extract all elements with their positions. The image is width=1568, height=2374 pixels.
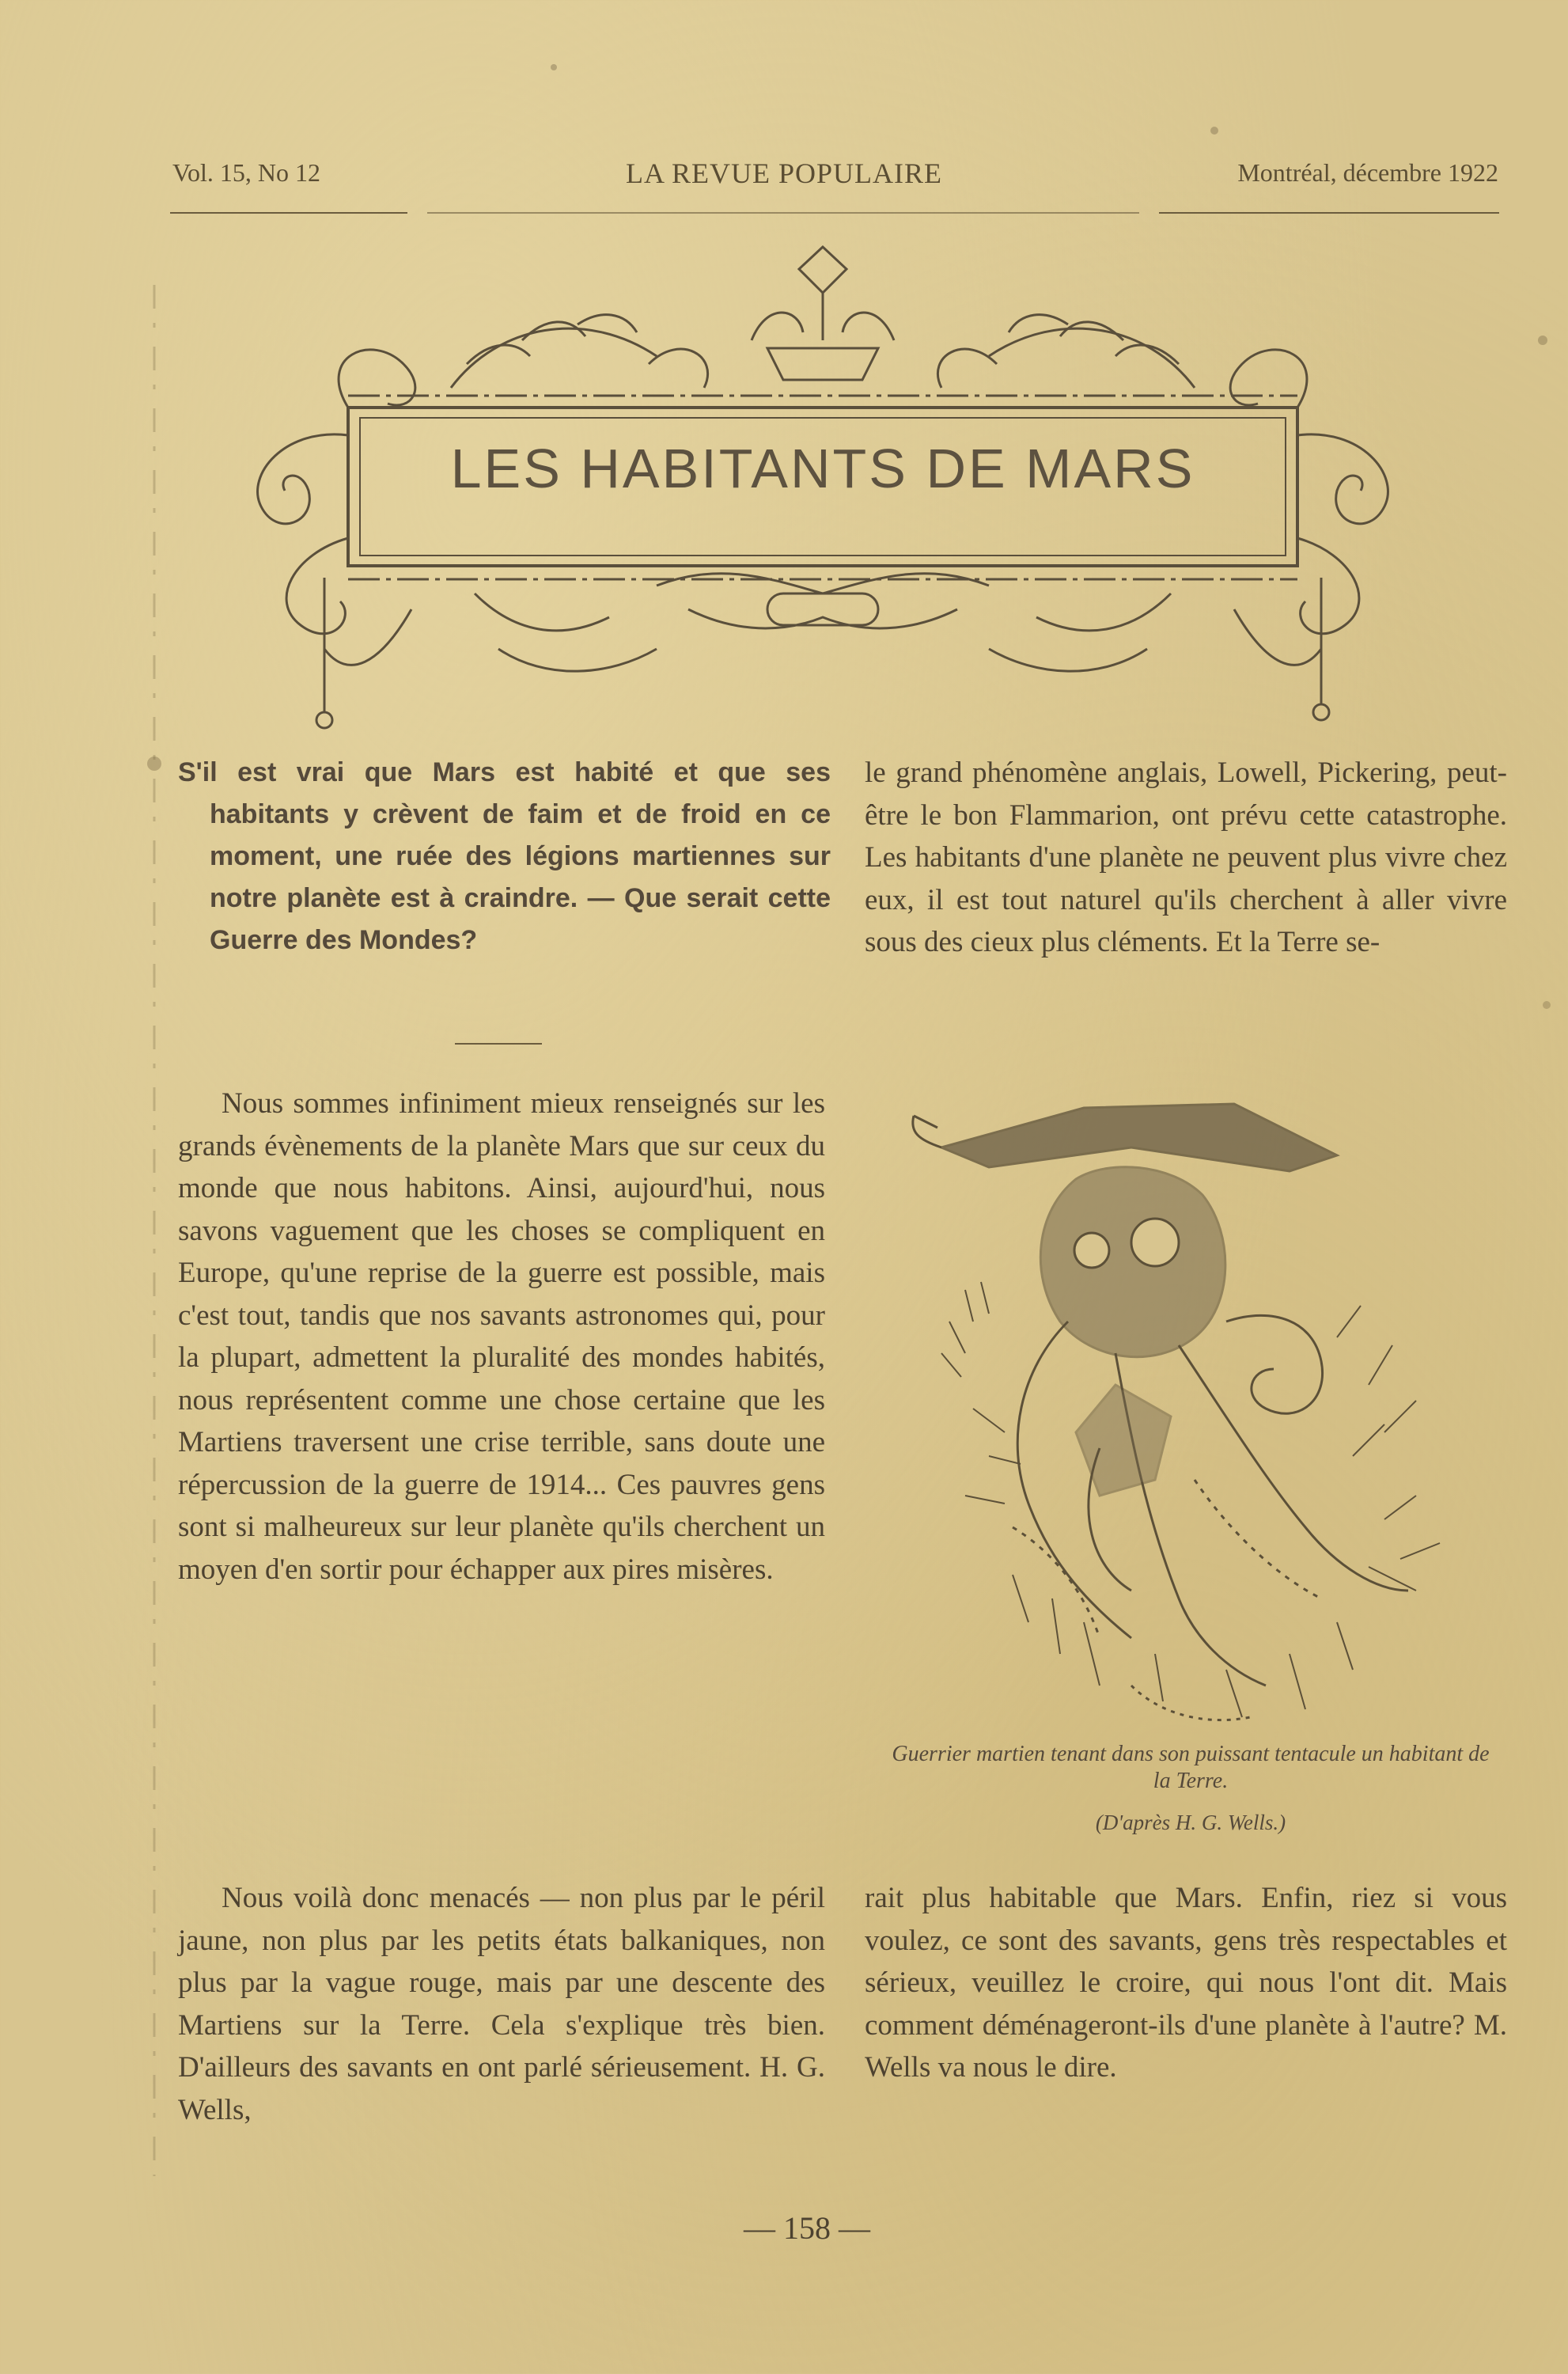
page-number: — 158 — (744, 2210, 870, 2246)
paragraph: le grand phénomène anglais, Lowell, Pickering, peut-être le bon Flammarion, ont prévu cette catastrophe. Les habitants d'une planète ne peuvent plus vivre chez eux, il est tout naturel qu'ils cherchent à aller vivre sous des cieux plus cléments. Et la Terre se- (865, 757, 1507, 958)
column-right-top (865, 752, 1507, 964)
martian-warrior-illustration (894, 1084, 1479, 1733)
header-rule-middle (427, 212, 1139, 214)
lead-separator (455, 1043, 542, 1045)
paragraph: rait plus habitable que Mars. Enfin, riez si vous voulez, ce sont des savants, gens très respectables et sérieux, veuillez le croire, qui nous l'ont dit. Mais comment déménageront-ils d'une planète à l'autre? M. Wells va nous le dire. (865, 1882, 1507, 2084)
magazine-title: LA REVUE POPULAIRE (625, 157, 942, 189)
illustration-caption: Guerrier martien tenant dans son puissant tentacule un habitant de la Terre. (892, 1742, 1490, 1793)
article-lead: S'il est vrai que Mars est habité et que ses habitants y crèvent de faim et de froid en ce moment, une ruée des légions martiennes sur notre planète est à craindre. — Que serait cette Guerre des Mondes? (178, 757, 831, 955)
header-rule-right (1159, 212, 1499, 214)
place-date: Montréal, décembre 1922 (1237, 158, 1498, 187)
article-title: LES HABITANTS DE MARS (450, 438, 1195, 499)
volume-number: Vol. 15, No 12 (172, 158, 320, 187)
column-left-top (178, 1083, 825, 1591)
column-right-bottom (865, 1877, 1507, 2089)
paragraph: Nous sommes infiniment mieux renseignés sur les grands évènements de la planète Mars que sur ceux du monde que nous habitons. Ainsi, aujourd'hui, nous savons vaguement que les choses se compliquent en Europe, qu'une reprise de la guerre est possible, mais c'est tout, tandis que nos savants astronomes qui, pour la plupart, admettent la pluralité des mondes habités, nous représentent comme une chose certaine que les Martiens traversent une crise terrible, sans doute une répercussion de la guerre de 1914... Ces pauvres gens sont si malheureux sur leur planète qu'ils cherchent un moyen d'en sortir pour échapper aux pires misères. (178, 1087, 825, 1586)
column-left-bottom (178, 1877, 825, 2131)
illustration-credit: (D'après H. G. Wells.) (1095, 1811, 1286, 1834)
header-rule-left (170, 212, 407, 214)
paragraph: Nous voilà donc menacés — non plus par le péril jaune, non plus par les petits états balkaniques, non plus par la vague rouge, mais par une descente des Martiens sur la Terre. Cela s'explique très bien. D'ailleurs des savants en ont parlé sérieusement. H. G. Wells, (178, 1882, 825, 2126)
